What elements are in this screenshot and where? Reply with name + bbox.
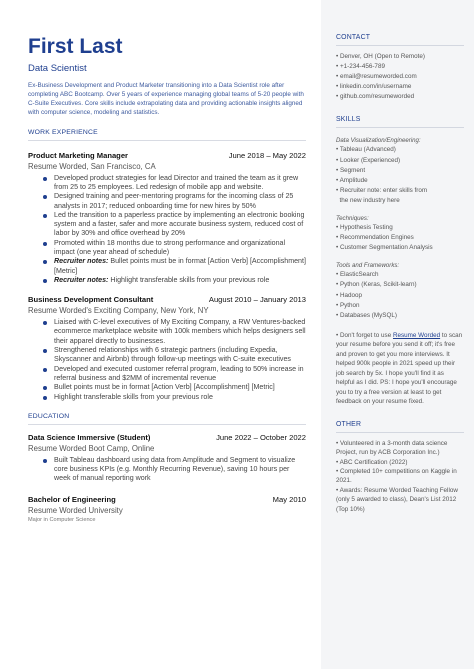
skill-list [336,270,464,320]
skill-category: Tools and Frameworks: [336,262,400,270]
contact-location: • Denver, OH (Open to Remote) [336,53,425,60]
contact-phone: • +1-234-456-789 [336,63,385,71]
other-item: • ABC Certification (2022) [336,458,408,466]
contact-list [336,52,464,102]
bullet-item: Built Tableau dashboard using data from Amplitude and Segment to visualize core business KPIs (e.g. Monthly Recurring Revenue), saving 10 hours per week of manual reporting work [54,456,306,484]
job-bullets [28,174,306,286]
section-heading-other: OTHER [336,421,464,433]
recruiter-note [54,276,306,285]
job-company: Resume Worded, San Francisco, CA [28,161,156,171]
job-dates: August 2010 – January 2013 [208,295,306,305]
job-bullets [28,318,306,402]
recruiter-note-label: Recruiter notes: [54,257,109,266]
education-dates: June 2022 – October 2022 [216,432,306,442]
degree-name: Bachelor of Engineering [28,494,116,504]
other-item: • Awards: Resume Worded Teaching Fellow (only 5 awarded to class), Dean's List 2012 (Top 10%) [336,486,458,513]
education-entry [28,433,306,484]
education-bullets [28,456,306,484]
bullet-item: Led the transition to a paperless practice by implementing an electronic booking system and a faster, safer and more accurate business system, reduced cost of labor by 30% and office overhead by 20% [54,210,305,238]
job-role: Product Marketing Manager [28,150,129,160]
recruiter-note-text: Bullet points must be in format [Action Verb] [Accomplishment] [Metric] [54,257,306,275]
job-company: Resume Worded's Exciting Company, New York, NY [28,306,209,316]
school-name: Resume Worded University [28,505,123,515]
skill-item: • Segment [336,166,366,174]
other-list [336,439,464,514]
recruiter-note-label: Recruiter notes: [54,275,109,284]
resume-tip [336,331,464,407]
skill-item: • Databases (MySQL) [336,311,397,319]
section-heading-skills: SKILLS [336,116,464,128]
degree-name: Data Science Immersive (Student) [28,432,151,442]
job-entry [28,151,306,286]
skill-item: • Customer Segmentation Analysis [336,244,433,252]
education-entry [28,495,306,523]
job-role: Business Development Consultant [28,295,154,305]
skill-category: Data Visualization/Engineering: [336,137,421,145]
skill-item: the new industry here [336,196,400,204]
bullet-item: Designed training and peer-mentoring programs for the incoming class of 25 analysts in 2017; reduced onboarding time for new hires by 50% [54,192,306,211]
bullet-item: Promoted within 18 months due to strong performance and organizational impact (one year ahead of schedule) [54,239,306,258]
tip-text-start: • Don't forget to use [336,331,393,339]
summary-paragraph: Ex-Business Development and Product Marketer transitioning into a Data Scientist role after completing ABC Bootcamp. Over 5 years of experience managing global teams of 5-20 people with C-Suite Executives. Core skills include extrapolating data and providing actionable insights aligned with computer science, modeling and statistics. [28,82,304,116]
recruiter-note-text: Highlight transferable skills from your previous role [108,275,270,284]
tip-text-end: to scan your resume before you send it off; it's free and proven to get you more interviews. It helped 900k people in 2021 speed up their job search by 5x. I hope you'll find it as helpful as I did. PS: I hope you'll encourage you to try a free version at least to get feedback on your resume fixed. [336,331,463,406]
education-dates: May 2010 [272,494,306,504]
skill-list [336,145,464,206]
skill-item: • Hypothesis Testing [336,224,393,232]
skill-item: • Python [336,301,360,309]
skill-category: Techniques: [336,215,369,223]
contact-github[interactable]: • github.com/resumeworded [336,93,415,101]
other-item: • Completed 10+ competitions on Kaggle in 2021. [336,468,457,485]
candidate-name: First Last [28,35,123,58]
school-name: Resume Worded Boot Camp, Online [28,443,155,453]
education-note: Major in Computer Science [28,516,96,523]
skill-item: • Python (Keras, Scikit-learn) [336,281,417,289]
skill-list [336,223,464,253]
skill-item: • ElasticSearch [336,271,379,279]
resume-worded-link[interactable]: Resume Worded [392,331,441,339]
contact-linkedin[interactable]: • linkedin.com/in/username [336,83,412,91]
section-heading-contact: CONTACT [336,34,464,46]
job-title: Data Scientist [28,63,87,74]
skill-item: • Tableau (Advanced) [336,146,396,154]
skill-item: • Recruiter note: enter skills from [336,186,428,194]
main-column [28,36,306,523]
skill-item: • Looker (Experienced) [336,156,401,164]
bullet-item: Bullet points must be in format [Action Verb] [Accomplishment] [Metric] [54,383,306,392]
bullet-item: Highlight transferable skills from your previous role [54,393,306,402]
skill-item: • Recommendation Engines [336,234,414,242]
other-item: • Volunteered in a 3-month data science Project, run by ACB Corporation Inc.) [336,439,448,457]
section-heading-education: EDUCATION [28,413,306,425]
skill-item: • Hadoop [336,291,363,299]
bullet-item: Liaised with C-level executives of My Exciting Company, a RW Ventures-backed ecommerce marketplace website with 100k members which helps designers sell their apparel directly to businesses. [54,318,306,345]
bullet-item: Strengthened relationships with 6 strategic partners (including Expedia, Skyscanner and Airbnb) through follow-up meetings with C-suite executives [54,346,306,365]
bullet-item: Developed product strategies for lead Director and trained the team as it grew from 25 to 25 employees. Led redesign of mobile app and website. [54,174,306,193]
contact-email[interactable]: • email@resumeworded.com [336,73,417,81]
section-heading-experience: WORK EXPERIENCE [28,129,306,141]
sidebar [321,0,474,669]
job-entry [28,295,306,402]
job-dates: June 2018 – May 2022 [228,150,306,160]
skill-item: • Amplitude [336,176,368,184]
bullet-item: Developed and executed customer referral program, leading to 50% increase in referral business and $2MM of incremental revenue [54,365,306,384]
recruiter-note [54,257,306,276]
